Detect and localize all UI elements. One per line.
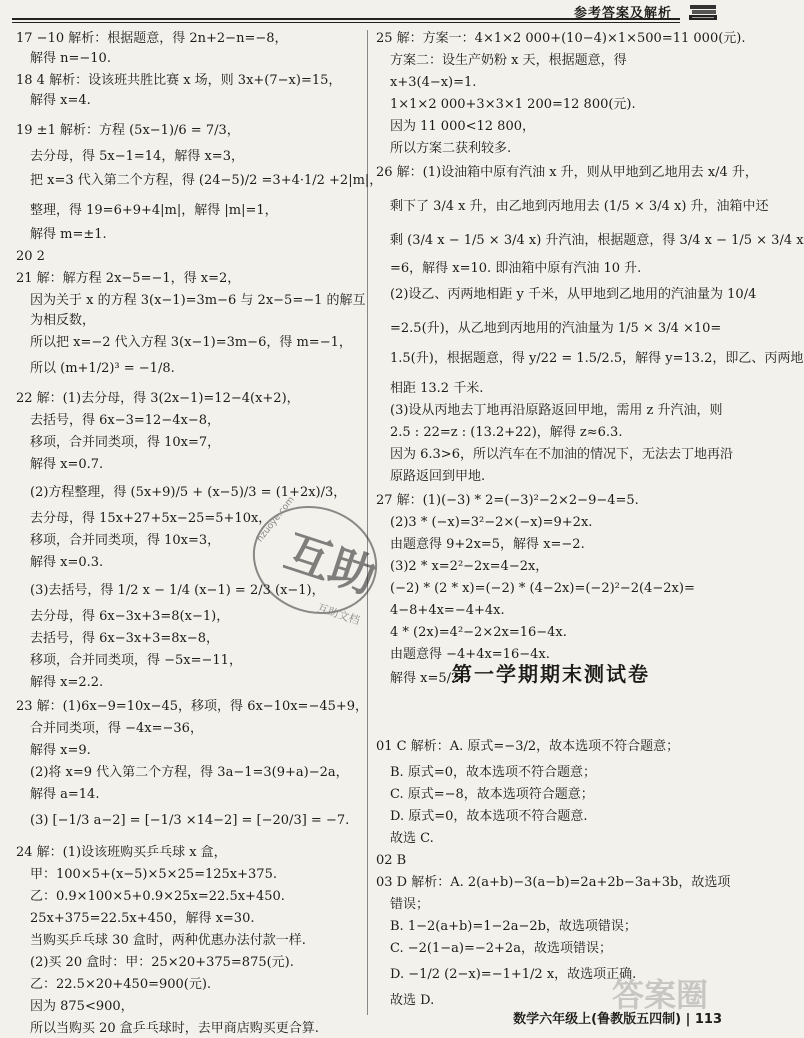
text-line: 1×1×2 000+3×3×1 200=12 800(元).	[390, 97, 636, 112]
text-line: (2)将 x=9 代入第二个方程，得 3a−1=3(9+a)−2a，	[30, 765, 349, 780]
text-line: 所以把 x=−2 代入方程 3(x−1)=3m−6，得 m=−1，	[30, 335, 352, 350]
text-line: 整理，得 19=6+9+4|m|，解得 |m|=1，	[30, 203, 278, 218]
text-line: 错误；	[390, 897, 430, 912]
text-line: 去括号，得 6x−3x+3=8x−8，	[30, 631, 220, 646]
text-line: 甲：100×5+(x−5)×5×25=125x+375.	[30, 867, 277, 882]
text-line: 为相反数，	[30, 313, 96, 328]
text-line: C. −2(1−a)=−2+2a，故选项错误；	[390, 941, 612, 956]
text-line: 24 解：(1)设该班购买乒乓球 x 盒，	[16, 845, 227, 860]
text-line: 当购买乒乓球 30 盒时，两种优惠办法付款一样.	[30, 933, 306, 948]
text-line: 1.5(升)，根据题意，得 y/22 = 1.5/2.5，解得 y=13.2，即乙、丙两地	[390, 351, 804, 366]
text-line: x+3(4−x)=1.	[390, 75, 477, 90]
text-line: 方案二：设生产奶粉 x 天，根据题意，得	[390, 53, 627, 68]
text-line: 02 B	[376, 853, 407, 868]
text-line: 因为 875<900，	[30, 999, 134, 1014]
text-line: (−2) * (2 * x)=(−2) * (4−2x)=(−2)²−2(4−2x)=	[390, 581, 695, 596]
text-line: 17 −10 解析：根据题意，得 2n+2−n=−8，	[16, 31, 288, 46]
text-line: 23 解：(1)6x−9=10x−45，移项，得 6x−10x=−45+9，	[16, 699, 369, 714]
text-line: 故选 C.	[390, 831, 434, 846]
text-line: 原路返回到甲地.	[390, 469, 486, 484]
text-line: 因为 6.3>6，所以汽车在不加油的情况下，无法去丁地再沿	[390, 447, 733, 462]
header-rule-thin	[12, 22, 680, 23]
text-line: 去括号，得 6x−3=12−4x−8，	[30, 413, 220, 428]
text-line: (2)设乙、丙两地相距 y 千米，从甲地到乙地用的汽油量为 10/4	[390, 287, 757, 302]
text-line: =6，解得 x=10. 即油箱中原有汽油 10 升.	[390, 261, 642, 276]
text-line: =2.5(升)，从乙地到丙地用的汽油量为 1/5 × 3/4 ×10=	[390, 321, 722, 336]
text-line: 25 解：方案一：4×1×2 000+(10−4)×1×500=11 000(元).	[376, 31, 746, 46]
text-line: 移项，合并同类项，得 −5x=−11，	[30, 653, 242, 668]
text-line: 相距 13.2 千米.	[390, 381, 484, 396]
text-line: (3)去括号，得 1/2 x − 1/4 (x−1) = 2/3 (x−1)，	[30, 583, 325, 598]
stamp-url: hzuoye.com	[255, 495, 297, 545]
text-line: 剩下了 3/4 x 升，由乙地到丙地用去 (1/5 × 3/4 x) 升，油箱中还	[390, 199, 769, 214]
text-line: 22 解：(1)去分母，得 3(2x−1)=12−4(x+2)，	[16, 391, 300, 406]
text-line: 03 D 解析：A. 2(a+b)−3(a−b)=2a+2b−3a+3b，故选项	[376, 875, 731, 890]
books-icon	[688, 2, 720, 24]
text-line: 4 * (2x)=4²−2×2x=16−4x.	[390, 625, 567, 640]
header-title: 参考答案及解析	[573, 6, 672, 21]
text-line: (2)3 * (−x)=3²−2×(−x)=9+2x.	[390, 515, 593, 530]
watermark-text: 答案圈	[612, 976, 709, 1014]
text-line: 4−8+4x=−4+4x.	[390, 603, 505, 618]
text-line: 25x+375=22.5x+450，解得 x=30.	[30, 911, 255, 926]
text-line: 19 ±1 解析：方程 (5x−1)/6 = 7/3，	[16, 123, 240, 138]
text-line: (3)2 * x=2²−2x=4−2x，	[390, 559, 549, 574]
text-line: 所以 (m+1/2)³ = −1/8.	[30, 361, 175, 376]
stamp-big-text: 互助	[278, 524, 383, 604]
text-line: B. 1−2(a+b)=1−2a−2b，故选项错误；	[390, 919, 637, 934]
text-line: 因为 11 000<12 800，	[390, 119, 535, 134]
text-line: D. 原式=0，故本选项不符合题意.	[390, 809, 588, 824]
page-header	[0, 0, 750, 26]
text-line: 由题意得 −4+4x=16−4x.	[390, 647, 550, 662]
text-line: B. 原式=0，故本选项不符合题意；	[390, 765, 596, 780]
text-line: 去分母，得 5x−1=14，解得 x=3，	[30, 149, 244, 164]
text-line: 26 解：(1)设油箱中原有汽油 x 升，则从甲地到乙地用去 x/4 升，	[376, 165, 758, 180]
text-line: 解得 x=5/2.	[390, 671, 464, 686]
text-line: 解得 x=4.	[30, 93, 91, 108]
text-line: 解得 m=±1.	[30, 227, 107, 242]
text-line: 乙：22.5×20+450=900(元).	[30, 977, 212, 992]
text-line: 01 C 解析：A. 原式=−3/2，故本选项不符合题意；	[376, 739, 680, 754]
text-line: 故选 D.	[390, 993, 435, 1008]
text-line: 21 解：解方程 2x−5=−1，得 x=2，	[16, 271, 241, 286]
text-line: 所以方案二获利较多.	[390, 141, 512, 156]
text-line: (2)方程整理，得 (5x+9)/5 + (x−5)/3 = (1+2x)/3，	[30, 485, 347, 500]
section-title: 第一学期期末测试卷	[452, 662, 650, 686]
page-footer: 数学六年级上(鲁教版五四制) | 113	[513, 1012, 722, 1027]
text-line: 2.5 : 22=z : (13.2+22)，解得 z≈6.3.	[390, 425, 623, 440]
text-line: 解得 x=0.7.	[30, 457, 104, 472]
text-line: 去分母，得 6x−3x+3=8(x−1)，	[30, 609, 230, 624]
text-line: 乙：0.9×100×5+0.9×25x=22.5x+450.	[30, 889, 285, 904]
text-line: 解得 x=2.2.	[30, 675, 104, 690]
text-line: C. 原式=−8，故本选项符合题意；	[390, 787, 594, 802]
text-line: 把 x=3 代入第二个方程，得 (24−5)/2 =3+4·1/2 +2|m|，	[30, 173, 383, 188]
text-line: 27 解：(1)(−3) * 2=(−3)²−2×2−9−4=5.	[376, 493, 639, 508]
text-line: 所以当购买 20 盒乒乓球时，去甲商店购买更合算.	[30, 1021, 319, 1036]
text-line: 因为关于 x 的方程 3(x−1)=3m−6 与 2x−5=−1 的解互	[30, 293, 366, 308]
text-line: 去分母，得 15x+27+5x−25=5+10x，	[30, 511, 272, 526]
text-line: 解得 x=0.3.	[30, 555, 104, 570]
text-line: 20 2	[16, 249, 45, 264]
text-line: 剩 (3/4 x − 1/5 × 3/4 x) 升汽油，根据题意，得 3/4 x − 1/5 × 3/4 x	[390, 233, 804, 248]
text-line: 解得 a=14.	[30, 787, 100, 802]
text-line: D. −1/2 (2−x)=−1+1/2 x，故选项正确.	[390, 967, 637, 982]
text-line: 18 4 解析：设该班共胜比赛 x 场，则 3x+(7−x)=15，	[16, 73, 342, 88]
text-line: (3) [−1/3 a−2] = [−1/3 ×14−2] = [−20/3] = −7.	[30, 813, 350, 828]
text-line: 解得 x=9.	[30, 743, 91, 758]
text-line: 合并同类项，得 −4x=−36，	[30, 721, 203, 736]
text-line: (2)买 20 盒时：甲：25×20+375=875(元).	[30, 955, 294, 970]
text-line: 由题意得 9+2x=5，解得 x=−2.	[390, 537, 585, 552]
text-line: (3)设从丙地去丁地再沿原路返回甲地，需用 z 升汽油，则	[390, 403, 723, 418]
stamp-logo	[240, 490, 390, 630]
stamp-sub-text: 互助文档	[315, 601, 362, 628]
text-line: 移项，合并同类项，得 10x=3，	[30, 533, 221, 548]
text-line: 移项，合并同类项，得 10x=7，	[30, 435, 221, 450]
text-line: 解得 n=−10.	[30, 51, 111, 66]
